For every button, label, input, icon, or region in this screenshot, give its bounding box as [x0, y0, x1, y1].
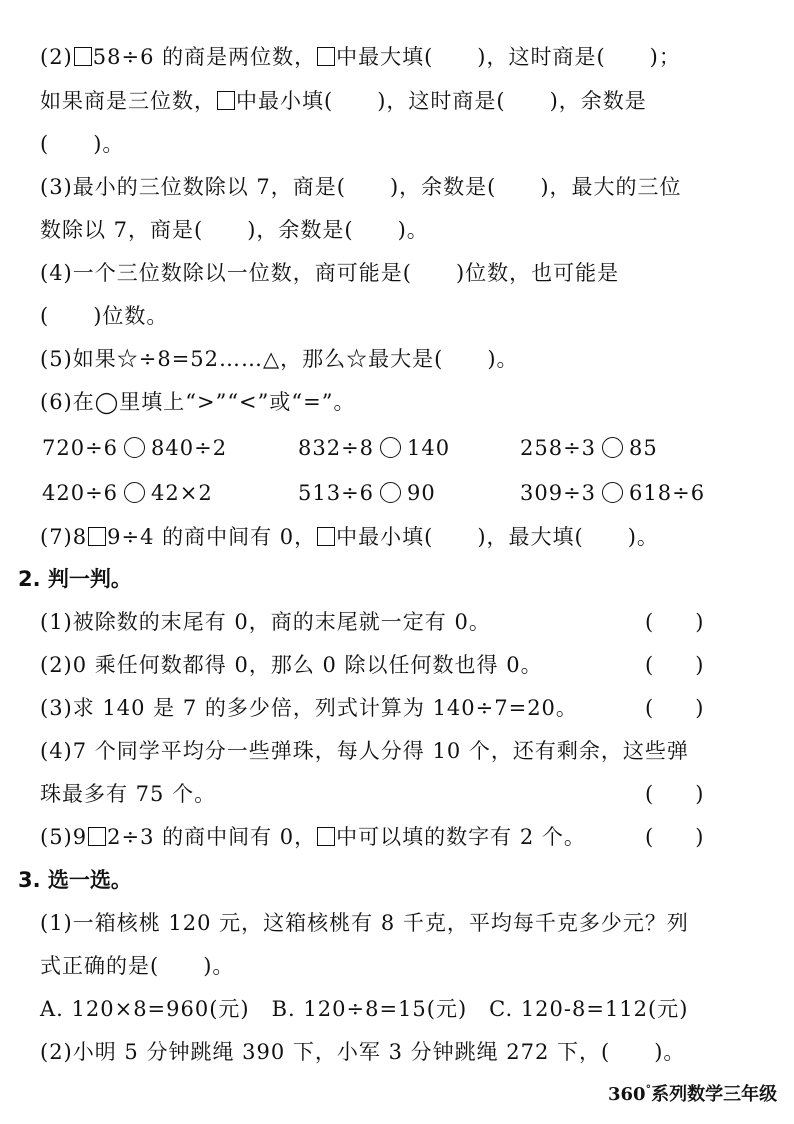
choose-q1-line2: 式正确的是( )。 — [40, 954, 235, 978]
blank-box — [317, 527, 335, 546]
compare-circle[interactable] — [380, 482, 401, 503]
answer-paren[interactable]: ( ) — [645, 653, 704, 677]
q3-line1: (3)最小的三位数除以 7，商是( )，余数是( )，最大的三位 — [40, 175, 682, 199]
q2-line1: (2) 58÷6 的商是两位数， 中最大填( )，这时商是( )； — [40, 45, 681, 69]
answer-paren[interactable]: ( ) — [645, 825, 704, 849]
judge-q4-line2: 珠最多有 75 个。 — [40, 782, 217, 806]
compare-circle[interactable] — [380, 437, 401, 458]
judge-q3: (3)求 140 是 7 的多少倍，列式计算为 140÷7=20。 — [40, 696, 578, 720]
compare-item: 258÷3 85 — [520, 436, 658, 460]
compare-item: 420÷6 42×2 — [42, 481, 213, 505]
q4-line2: ( )位数。 — [40, 304, 169, 328]
compare-circle[interactable] — [124, 437, 145, 458]
compare-item: 513÷6 90 — [298, 481, 436, 505]
compare-item: 720÷6 840÷2 — [42, 436, 228, 460]
q4-line1: (4)一个三位数除以一位数，商可能是( )位数，也可能是 — [40, 261, 620, 285]
compare-circle[interactable] — [602, 482, 623, 503]
answer-paren[interactable]: ( ) — [645, 610, 704, 634]
judge-q1: (1)被除数的末尾有 0，商的末尾就一定有 0。 — [40, 610, 491, 634]
q6: (6)在◯里填上“>”“<”或“=”。 — [40, 390, 356, 414]
compare-item: 832÷8 140 — [298, 436, 451, 460]
blank-box — [74, 47, 92, 66]
section2-heading: 2. 判一判。 — [18, 567, 132, 591]
compare-circle[interactable] — [124, 482, 145, 503]
q2-line2: 如果商是三位数， 中最小填( )，这时商是( )，余数是 — [40, 89, 647, 113]
q5: (5)如果☆÷8=52……△，那么☆最大是( )。 — [40, 347, 519, 371]
page-footer: 360°系列数学三年级 — [608, 1083, 778, 1105]
compare-item: 309÷3 618÷6 — [520, 481, 706, 505]
q7: (7)8 9÷4 的商中间有 0， 中最小填( )，最大填( )。 — [40, 525, 659, 549]
blank-box — [88, 527, 106, 546]
judge-q4-line1: (4)7 个同学平均分一些弹珠，每人分得 10 个，还有剩余，这些弹 — [40, 739, 689, 763]
q3-line2: 数除以 7，商是( )，余数是( )。 — [40, 218, 429, 242]
answer-paren[interactable]: ( ) — [645, 782, 704, 806]
choose-q1-line1: (1)一箱核桃 120 元，这箱核桃有 8 千克，平均每千克多少元？列 — [40, 911, 689, 935]
judge-q2: (2)0 乘任何数都得 0，那么 0 除以任何数也得 0。 — [40, 653, 543, 677]
blank-box — [317, 47, 335, 66]
blank-box — [88, 827, 106, 846]
section3-heading: 3. 选一选。 — [18, 868, 132, 892]
choose-q2: (2)小明 5 分钟跳绳 390 下，小军 3 分钟跳绳 272 下，( )。 — [40, 1040, 686, 1064]
blank-box — [217, 91, 235, 110]
judge-q5: (5)9 2÷3 的商中间有 0， 中可以填的数字有 2 个。 — [40, 825, 586, 849]
answer-paren[interactable]: ( ) — [645, 696, 704, 720]
choose-q1-options: A. 120×8=960(元) B. 120÷8=15(元) C. 120-8=112(元) — [40, 997, 689, 1021]
blank-box — [317, 827, 335, 846]
compare-circle[interactable] — [602, 437, 623, 458]
q2-line3: ( )。 — [40, 132, 125, 156]
